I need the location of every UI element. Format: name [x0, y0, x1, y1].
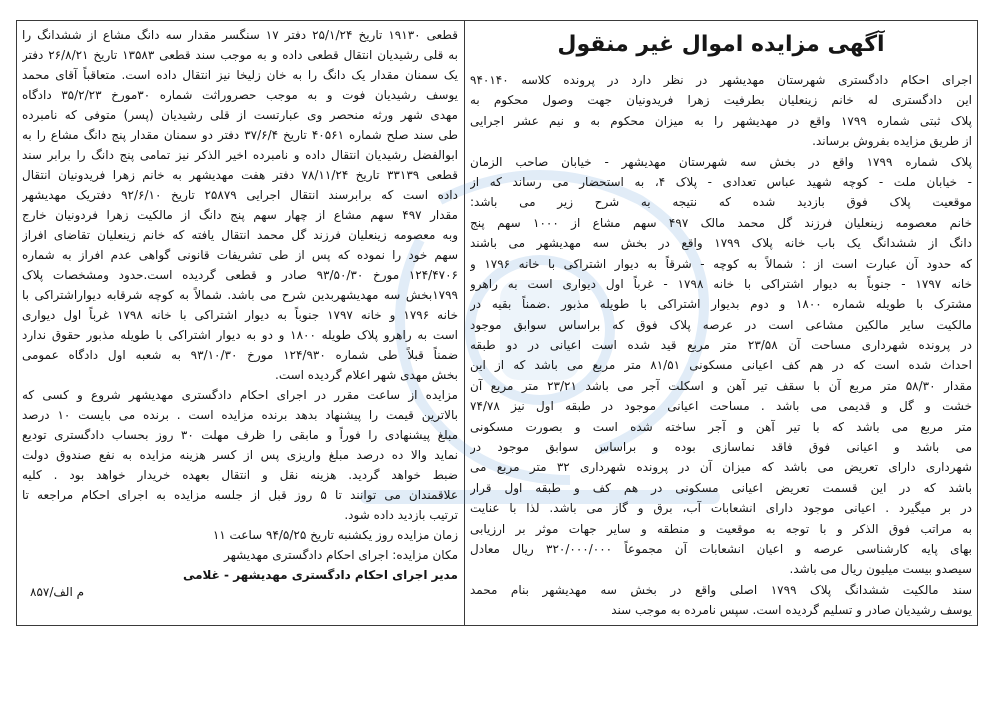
text-line: این دادگستری له خانم زینعلیان بطرفیت زهرا فریدونیان جهت وصول محکوم به — [470, 93, 972, 108]
text-line: باشد که در این قسمت تعریض اعیانی مسکونی در هم کف و طبقه اول قرار — [470, 480, 972, 495]
text-line: طی سند صلح شماره ۴۰۵۶۱ تاریخ ۳۷/۶/۴ دفتر دو سمنان مقدار پنج دانگ مشاع را به — [22, 128, 458, 142]
left-column — [22, 25, 458, 585]
text-line: بهای پایه کارشناسی عرصه و اعیان انشعابات آن مجموعاً ۳۲۰/۰۰۰/۰۰۰ ریال معادل — [470, 541, 972, 556]
text-line: بخش مهدی شهر اعلام گردیده است. — [275, 368, 458, 382]
reference-number: م الف/۸۵۷ — [30, 585, 85, 599]
text-line: مقدار ۴۹۷ سهم مشاع از چهار سهم پنج دانگ از مالکیت زهرا فردونیان خارج — [22, 208, 458, 222]
text-line: اجرای احکام دادگستری شهرستان مهدیشهر در نظر دارد در پرونده کلاسه ۹۴۰۱۴۰ — [470, 73, 972, 87]
text-line: داده است که برابرسند انتقال اجرایی ۲۵۸۷۹ تاریخ ۹۲/۶/۱۰ دفتریک مهدیشهر — [22, 188, 458, 202]
text-line: مزایده از ساعت مقرر در اجرای احکام دادگستری مهدیشهر شروع و کسی که — [22, 388, 458, 402]
text-line: دانگ از ششدانگ یک باب خانه پلاک ۱۷۹۹ واقع در بخش سه مهدیشهر می باشند — [470, 236, 972, 251]
text-line: مقدار ۵۸/۳۰ متر مربع آن با سقف تیر آهن و اسکلت آجر می باشد ۲۳/۲۱ متر مربع آن — [470, 378, 972, 393]
auction-place: مکان مزایده: اجرای احکام دادگستری مهدیشهر — [223, 548, 458, 562]
text-line: خانه ۱۷۹۶ و خانه ۱۷۹۷ جنوباً به دیوار اشتراکی با خانه ۱۷۹۸ غرباً اول دیواری — [22, 308, 458, 322]
text-line: ترتیب بازدید داده شود. — [344, 508, 458, 522]
text-line: مشترک با طویله شماره ۱۸۰۰ و دوم بدیوار اشتراکی با طویله مذبور .ضمناً بقیه در — [470, 297, 972, 312]
text-line: سند مالکیت ششدانگ پلاک ۱۷۹۹ اصلی واقع در بخش سه مهدیشهر بنام محمد — [470, 582, 972, 597]
text-line: در بر میگیرد . اعیانی موجود دارای انشعابات آب، برق و گاز می باشد. لذا با عنایت — [470, 501, 972, 516]
text-line: قطعی ۳۳۱۳۹ تاریخ ۷۸/۱۱/۲۴ دفتر هفت مهدیشهر به خانم زهرا فریدونیان انتقال — [22, 168, 458, 182]
text-line: ابوالفضل رشیدیان انتقال داده و نامبرده اخیر الذکر نیز تمامی پنج دانگ را برابر سند — [22, 148, 458, 162]
text-line: که حدود آن عبارت است از : شمالاً به کوچه - شرقاً به دیوار اشتراکی با خانه ۱۷۹۶ و — [470, 256, 972, 271]
text-line: شهرداری دارای تعریض می باشد که میزان آن در پرونده شهرداری ۳۲ متر مربع می — [470, 460, 972, 475]
right-column — [470, 70, 972, 621]
text-line: از طریق مزایده بفروش برساند. — [812, 134, 972, 149]
auction-time: زمان مزایده روز یکشنبه تاریخ ۹۴/۵/۲۵ ساعت ۱۱ — [212, 528, 458, 542]
text-line: - خیابان ملت - کوچه شهید عباس تعدادی - پلاک ۴، به استحضار می رساند که از — [470, 174, 972, 189]
text-line: یک سمنان مقدار یک دانگ را به خان زلیخا نیز انتقال داده است. متعاقباً آقای محمد — [22, 68, 458, 82]
text-line: مالکیت سایر مالکین مشاعی است در عرصه پلاک فوق که براساس سوابق موجود — [470, 317, 972, 332]
text-line: خانم معصومه زینعلیان فرزند گل محمد مالک ۴۹۷ سهم مشاع از ۱۰۰۰ سهم پنج — [470, 215, 972, 230]
text-line: وبه معصومه زینعلیان فرزند گل محمد انتقال یافته که خانم زینعلیان تقاضای افراز — [22, 228, 458, 242]
text-line: بالاترین قیمت را پیشنهاد بدهد برنده مزایده است . برنده می بایست ۱۰ درصد — [22, 408, 458, 422]
text-line: پلاک ثبتی شماره ۱۷۹۹ واقع در مهدیشهر را به میزان محکوم به و نیم عشر اجرایی — [470, 113, 972, 128]
text-line: ضبط خواهد گردید. هزینه نقل و انتقال بعهده خریدار خواهد بود . کلیه — [22, 468, 458, 482]
notice-title: آگهی مزایده اموال غیر منقول — [557, 32, 885, 57]
text-line: پلاک شماره ۱۷۹۹ واقع در بخش سه شهرستان مهدیشهر - خیابان صاحب الزمان — [470, 154, 972, 169]
text-line: در پرونده شهرداری مساحت آن ۲۳/۵۸ متر مربع قید شده است اعیانی در دو طبقه — [470, 338, 972, 353]
text-line: مهدی شهر ورثه منحصر وی عبارتست از قلی رشیدیان (پسر) متوفی که نامبرده — [22, 108, 458, 122]
text-line: است به راهرو پلاک طویله ۱۸۰۰ و دو به دیوار اشتراکی با طویله مذبور حقوق ندارد — [22, 328, 458, 342]
text-line: موقعیت پلاک فوق بازدید شده که نتیجه به شرح زیر می باشد: — [470, 195, 972, 210]
text-line: قطعی ۱۹۱۳۰ تاریخ ۲۵/۱/۲۴ دفتر ۱۷ سنگسر مقدار سه دانگ مشاع از ششدانگ را — [22, 28, 458, 42]
text-line: یوسف رشیدیان صادر و تسلیم گردیده است. سپس نامرده به موجب سند — [611, 603, 972, 618]
signature: مدیر اجرای احکام دادگستری مهدیشهر - غلامی — [182, 568, 458, 582]
text-line: ۱۲۴/۴۷۰۶ مورخ ۹۳/۵۰/۳۰ صادر و قطعی گردیده است.حدود ومشخصات پلاک — [22, 268, 458, 282]
left-column-body — [22, 25, 458, 525]
text-line: سیصدو بیست میلیون ریال می باشد. — [789, 562, 972, 577]
text-line: به مراتب فوق الذکر و با توجه به موقعیت و منطقه و سایر جهات موثر بر ارزیابی — [470, 521, 972, 536]
text-line: یوسف رشیدیان فوت و به موجب حصروراثت شماره ۳۰مورخ ۳۵/۲/۲۳ دادگاه — [22, 88, 458, 102]
text-line: خانه ۱۷۹۷ - جنوباً به دیوار اشتراکی با خانه ۱۷۹۸ - غرباً اول دیواری است به راهرو — [470, 276, 972, 291]
text-line: احداث شده است که در هم کف اعیانی مسکونی ۸۱/۵۱ متر مربع می باشد که از این — [470, 358, 972, 373]
text-line: به قلی رشیدیان انتقال قطعی داده و به موجب سند قطعی ۱۳۵۸۳ تاریخ ۲۶/۸/۲۱ دفتر — [22, 48, 458, 62]
text-line: سهم خود را نموده که پس از طی تشریفات قانونی گواهی عدم افراز به شماره — [22, 248, 458, 262]
text-line: متر مربع می باشد که با تیر آهن و آجر ساخته شده است و بصورت مسکونی — [470, 419, 972, 434]
text-line: ۱۷۹۹بخش سه مهدیشهربدین شرح می باشد. شمالاً به کوچه شرقابه دیواراشتراکی با — [22, 288, 458, 302]
text-line: خشت و گل و قدیمی می باشد . مساحت اعیانی موجود در طبقه اول نیز ۷۴/۷۸ — [470, 399, 972, 414]
text-line: نماید والا ده درصد مبلغ واریزی پس از کسر هزینه مزایده به نفع صندوق دولت — [22, 448, 458, 462]
text-line: ضمناً قبلاً طی شماره ۱۲۴/۹۳۰ مورخ ۹۳/۱۰/۳۰ به شعبه اول دادگاه عمومی — [22, 348, 458, 362]
text-line: می باشد و اعیانی فوق فاقد نماسازی بوده و براساس سوابق موجود در — [470, 440, 972, 455]
column-divider — [464, 20, 465, 626]
text-line: مبلغ پیشنهادی را فوراً و مابقی را ظرف مهلت ۳۰ روز بحساب دادگستری تودیع — [22, 428, 458, 442]
text-line: علاقمندان می توانند تا ۵ روز قبل از جلسه مزایده به اجرای احکام مراجعه تا — [22, 488, 458, 502]
